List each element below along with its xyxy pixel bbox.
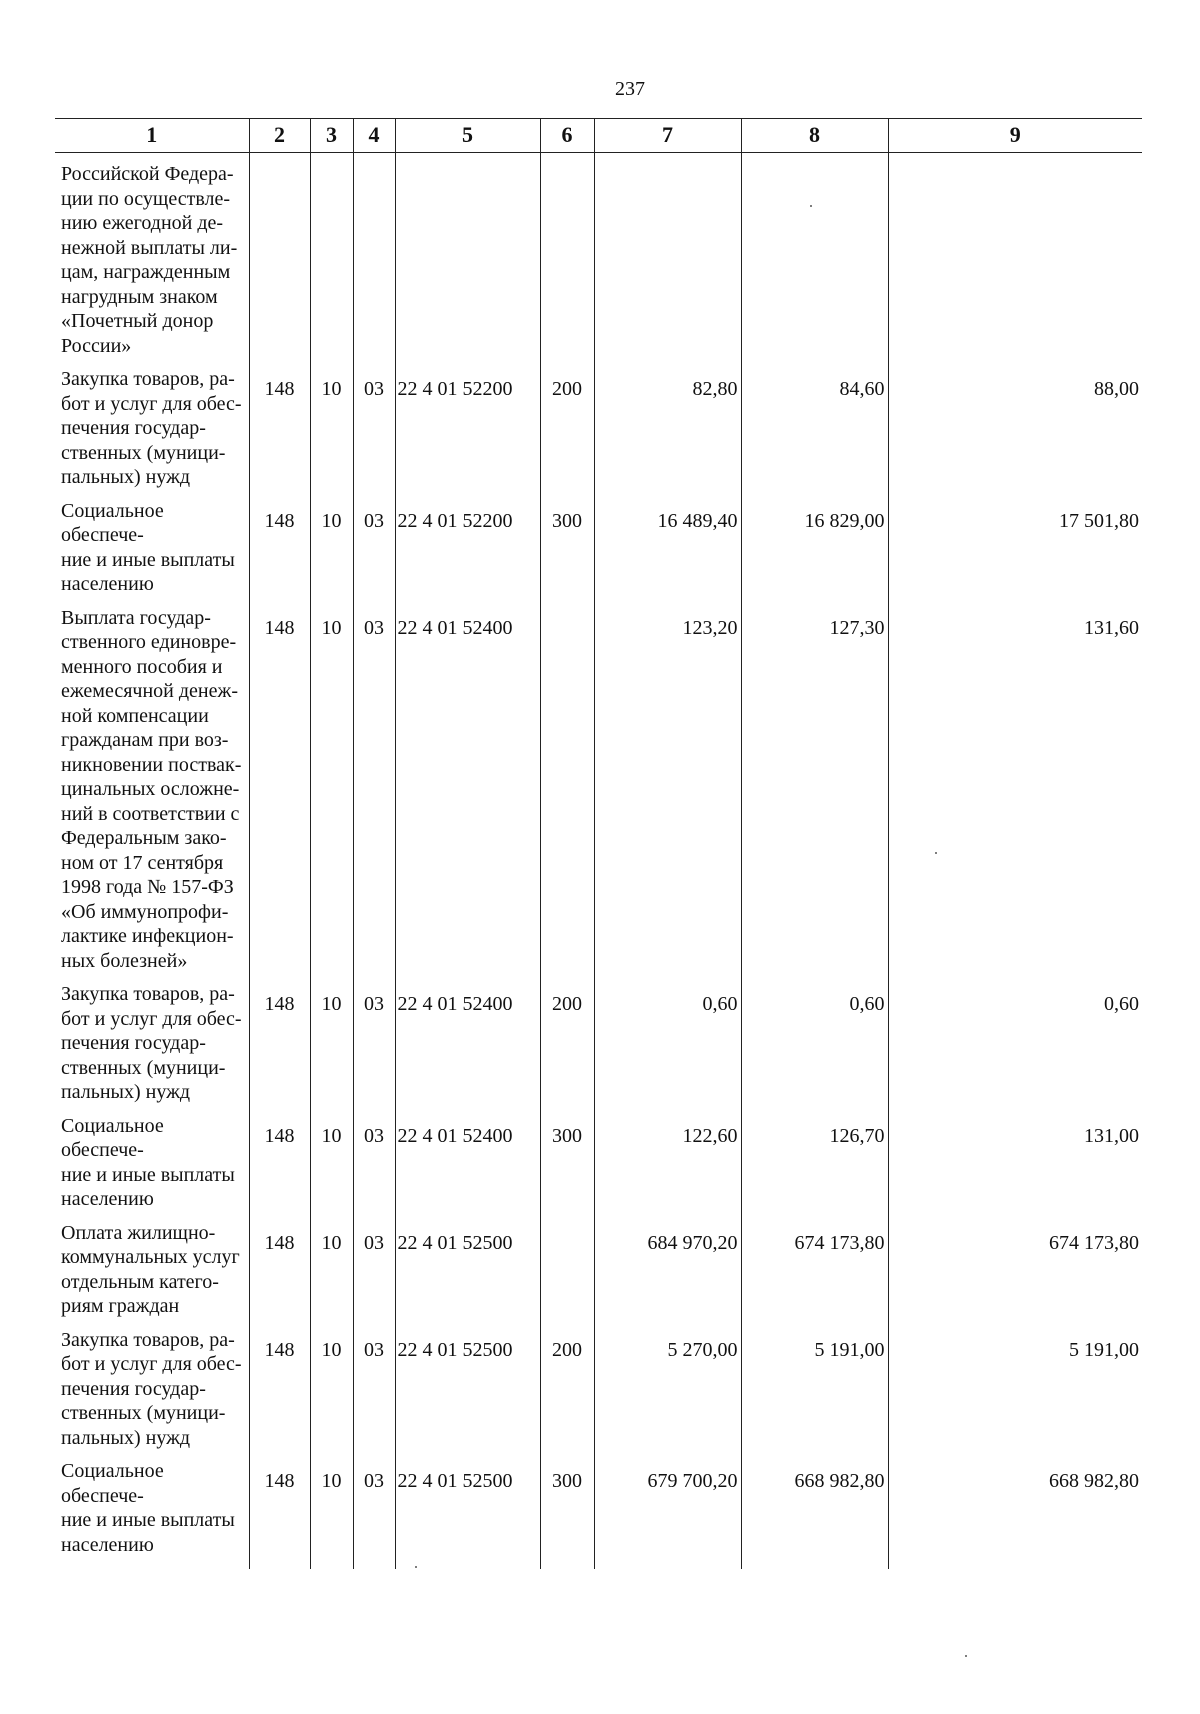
table-row bbox=[55, 153, 1142, 359]
page-number: 237 bbox=[615, 78, 645, 100]
target-article-cell: 22 4 01 52400 bbox=[395, 597, 540, 974]
amount-cell: 5 191,00 bbox=[888, 1319, 1142, 1451]
expense-type-cell bbox=[540, 597, 594, 974]
ministry-code-cell: 148 bbox=[249, 597, 310, 974]
target-article-cell: 22 4 01 52500 bbox=[395, 1450, 540, 1569]
expense-type-cell bbox=[540, 1212, 594, 1319]
budget-table bbox=[55, 118, 1142, 1569]
expense-type-cell: 300 bbox=[540, 1105, 594, 1212]
expense-name-cell: Закупка товаров, ра- бот и услуг для обес- печения государ- ственных (муници- пальных) нужд bbox=[61, 983, 242, 1103]
target-article-cell: 22 4 01 52400 bbox=[395, 1105, 540, 1212]
column-header: 1 bbox=[55, 119, 249, 153]
column-header: 9 bbox=[888, 119, 1142, 153]
amount-cell: 0,60 bbox=[741, 973, 888, 1105]
ministry-code-cell: 148 bbox=[249, 1450, 310, 1569]
section-code-cell: 10 bbox=[310, 597, 353, 974]
budget-table-container bbox=[55, 118, 1142, 1569]
expense-type-cell bbox=[540, 153, 594, 359]
amount-cell bbox=[741, 153, 888, 359]
scan-speck bbox=[810, 205, 812, 207]
amount-cell: 16 489,40 bbox=[594, 490, 741, 597]
expense-name-cell: Социальное обеспече- ние и иные выплаты населению bbox=[61, 1460, 235, 1556]
amount-cell: 668 982,80 bbox=[741, 1450, 888, 1569]
amount-cell: 126,70 bbox=[741, 1105, 888, 1212]
expense-type-cell: 300 bbox=[540, 1450, 594, 1569]
expense-name-cell: Социальное обеспече- ние и иные выплаты населению bbox=[61, 1114, 235, 1210]
ministry-code-cell: 148 bbox=[249, 973, 310, 1105]
expense-name-cell: Закупка товаров, ра- бот и услуг для обес- печения государ- ственных (муници- пальных) нужд bbox=[61, 368, 242, 488]
amount-cell: 17 501,80 bbox=[888, 490, 1142, 597]
amount-cell: 674 173,80 bbox=[741, 1212, 888, 1319]
amount-cell bbox=[594, 153, 741, 359]
column-header: 8 bbox=[741, 119, 888, 153]
ministry-code-cell: 148 bbox=[249, 1105, 310, 1212]
amount-cell: 88,00 bbox=[888, 358, 1142, 490]
section-code-cell: 10 bbox=[310, 1319, 353, 1451]
section-code-cell: 10 bbox=[310, 1212, 353, 1319]
section-code-cell bbox=[310, 153, 353, 359]
table-row bbox=[55, 1319, 1142, 1451]
expense-type-cell: 200 bbox=[540, 973, 594, 1105]
ministry-code-cell bbox=[249, 153, 310, 359]
table-row bbox=[55, 1450, 1142, 1569]
expense-type-cell: 200 bbox=[540, 358, 594, 490]
amount-cell: 0,60 bbox=[594, 973, 741, 1105]
subsection-code-cell: 03 bbox=[353, 490, 395, 597]
amount-cell: 679 700,20 bbox=[594, 1450, 741, 1569]
section-code-cell: 10 bbox=[310, 973, 353, 1105]
amount-cell: 5 270,00 bbox=[594, 1319, 741, 1451]
subsection-code-cell: 03 bbox=[353, 358, 395, 490]
target-article-cell: 22 4 01 52500 bbox=[395, 1319, 540, 1451]
target-article-cell: 22 4 01 52500 bbox=[395, 1212, 540, 1319]
ministry-code-cell: 148 bbox=[249, 490, 310, 597]
target-article-cell: 22 4 01 52400 bbox=[395, 973, 540, 1105]
amount-cell: 5 191,00 bbox=[741, 1319, 888, 1451]
target-article-cell: 22 4 01 52200 bbox=[395, 358, 540, 490]
expense-name-cell: Выплата государ- ственного единовре- менного пособия и ежемесячной денеж- ной компенсации гражданам при воз- никновении поствак- цинальных осложне- ний в соответствии с Федеральным зако- ном от 17 сентября 1998 года № 157-ФЗ «Об иммунопрофи- лактике инфекцион- ных болезней» bbox=[61, 606, 242, 972]
ministry-code-cell: 148 bbox=[249, 1319, 310, 1451]
target-article-cell bbox=[395, 153, 540, 359]
amount-cell: 123,20 bbox=[594, 597, 741, 974]
ministry-code-cell: 148 bbox=[249, 358, 310, 490]
table-body bbox=[55, 153, 1142, 1570]
amount-cell: 131,60 bbox=[888, 597, 1142, 974]
amount-cell: 122,60 bbox=[594, 1105, 741, 1212]
amount-cell: 684 970,20 bbox=[594, 1212, 741, 1319]
subsection-code-cell bbox=[353, 153, 395, 359]
amount-cell: 0,60 bbox=[888, 973, 1142, 1105]
scan-speck bbox=[935, 852, 937, 854]
column-header: 2 bbox=[249, 119, 310, 153]
subsection-code-cell: 03 bbox=[353, 1105, 395, 1212]
table-row bbox=[55, 973, 1142, 1105]
table-header bbox=[55, 119, 1142, 153]
table-row bbox=[55, 1212, 1142, 1319]
amount-cell: 84,60 bbox=[741, 358, 888, 490]
subsection-code-cell: 03 bbox=[353, 973, 395, 1105]
column-header: 4 bbox=[353, 119, 395, 153]
expense-name-cell: Российской Федера- ции по осуществле- нию ежегодной де- нежной выплаты ли- цам, награжденным нагрудным знаком «Почетный донор России» bbox=[61, 163, 238, 357]
table-row bbox=[55, 597, 1142, 974]
header-row bbox=[55, 119, 1142, 153]
amount-cell bbox=[888, 153, 1142, 359]
subsection-code-cell: 03 bbox=[353, 1212, 395, 1319]
amount-cell: 127,30 bbox=[741, 597, 888, 974]
amount-cell: 16 829,00 bbox=[741, 490, 888, 597]
table-row bbox=[55, 1105, 1142, 1212]
subsection-code-cell: 03 bbox=[353, 1450, 395, 1569]
column-header: 7 bbox=[594, 119, 741, 153]
ministry-code-cell: 148 bbox=[249, 1212, 310, 1319]
amount-cell: 82,80 bbox=[594, 358, 741, 490]
expense-name-cell: Социальное обеспече- ние и иные выплаты населению bbox=[61, 499, 235, 595]
amount-cell: 668 982,80 bbox=[888, 1450, 1142, 1569]
table-row bbox=[55, 490, 1142, 597]
section-code-cell: 10 bbox=[310, 1105, 353, 1212]
section-code-cell: 10 bbox=[310, 358, 353, 490]
column-header: 5 bbox=[395, 119, 540, 153]
expense-name-cell: Закупка товаров, ра- бот и услуг для обес- печения государ- ственных (муници- пальных) нужд bbox=[61, 1328, 242, 1449]
scan-speck bbox=[965, 1655, 967, 1657]
expense-name-cell: Оплата жилищно- коммунальных услуг отдельным катего- риям граждан bbox=[61, 1221, 240, 1317]
amount-cell: 131,00 bbox=[888, 1105, 1142, 1212]
section-code-cell: 10 bbox=[310, 490, 353, 597]
scan-speck bbox=[415, 1566, 417, 1568]
target-article-cell: 22 4 01 52200 bbox=[395, 490, 540, 597]
expense-type-cell: 200 bbox=[540, 1319, 594, 1451]
section-code-cell: 10 bbox=[310, 1450, 353, 1569]
expense-type-cell: 300 bbox=[540, 490, 594, 597]
subsection-code-cell: 03 bbox=[353, 1319, 395, 1451]
table-row bbox=[55, 358, 1142, 490]
column-header: 6 bbox=[540, 119, 594, 153]
subsection-code-cell: 03 bbox=[353, 597, 395, 974]
column-header: 3 bbox=[310, 119, 353, 153]
amount-cell: 674 173,80 bbox=[888, 1212, 1142, 1319]
